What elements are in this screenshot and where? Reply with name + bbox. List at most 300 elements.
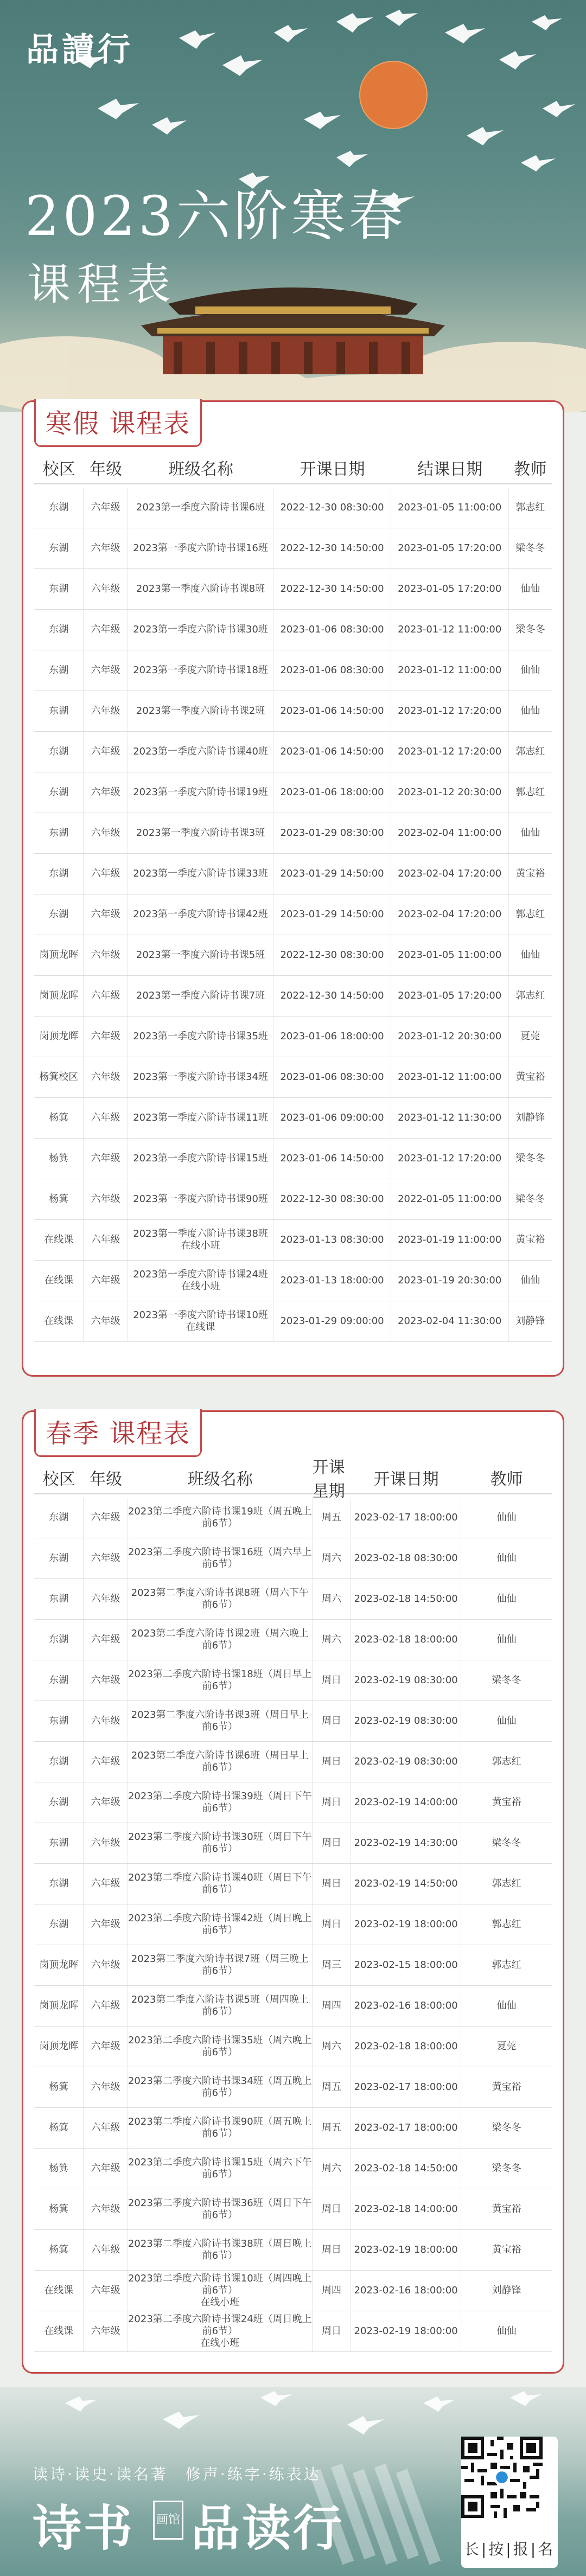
class-name-note: 在线小班 <box>181 1281 220 1292</box>
cell-teacher: 梁冬冬 <box>492 1674 521 1686</box>
cell-start: 2023-02-19 14:00:00 <box>351 1782 461 1823</box>
cell-campus: 东湖 <box>34 1579 84 1619</box>
cell-teacher: 郭志红 <box>515 909 545 920</box>
cell-start: 2023-01-06 08:30:00 <box>273 610 391 650</box>
class-name: 2023第二季度六阶诗书课34班（周五晚上前6节） <box>128 2075 312 2099</box>
cell-campus: 东湖 <box>34 1498 84 1538</box>
cell-campus: 在线课 <box>34 2311 84 2351</box>
cell-grade: 六年级 <box>84 2189 128 2229</box>
cell-name <box>128 650 273 691</box>
cell-grade: 六年级 <box>84 1620 128 1660</box>
cell-name <box>128 732 273 772</box>
cell-teacher: 黄宝裕 <box>515 1234 545 1245</box>
cell-end: 2023-02-04 11:00:00 <box>391 813 509 853</box>
hero-banner <box>0 0 586 412</box>
cell-end: 2023-01-12 11:30:00 <box>391 1098 509 1138</box>
cell-name <box>128 569 273 609</box>
cell-grade: 六年级 <box>84 1098 128 1138</box>
cell-teacher: 梁冬冬 <box>515 542 545 554</box>
cell-name <box>128 935 273 975</box>
class-name: 2023第一季度六阶诗书课15班 <box>133 1153 268 1164</box>
table-row <box>34 732 552 772</box>
footer-logo-text: 诗书 <box>33 2500 135 2557</box>
cell-campus: 杨箕 <box>34 2230 84 2270</box>
qr-label: 长|按|报|名 <box>463 2540 556 2558</box>
cell-teacher: 黄宝裕 <box>492 1797 521 1808</box>
table-row <box>34 1701 552 1742</box>
cell-teacher: 仙仙 <box>520 705 540 717</box>
cell-start: 2023-01-06 08:30:00 <box>273 650 391 691</box>
cell-day: 周四 <box>313 1986 352 2026</box>
cell-end: 2023-01-05 17:20:00 <box>391 976 509 1016</box>
cell-name <box>128 1301 273 1341</box>
cell-teacher: 梁冬冬 <box>492 1837 521 1849</box>
cell-start: 2023-02-19 08:30:00 <box>351 1660 461 1701</box>
table-row <box>34 772 552 813</box>
table-row <box>34 1823 552 1864</box>
cell-grade: 六年级 <box>84 1660 128 1701</box>
cell-end: 2023-02-04 17:20:00 <box>391 894 509 935</box>
cell-campus: 东湖 <box>34 1904 84 1945</box>
winter-header <box>34 402 202 444</box>
cell-grade: 六年级 <box>84 1904 128 1945</box>
class-name: 2023第一季度六阶诗书课11班 <box>133 1112 268 1123</box>
cell-end: 2023-01-12 17:20:00 <box>391 732 509 772</box>
cell-name <box>128 610 273 650</box>
cell-campus: 杨箕 <box>34 1139 84 1179</box>
cell-campus: 东湖 <box>34 1701 84 1741</box>
cell-grade: 六年级 <box>84 1742 128 1782</box>
cell-grade: 六年级 <box>84 1986 128 2026</box>
cell-start: 2023-02-18 08:30:00 <box>351 1538 461 1578</box>
cell-name <box>128 2230 313 2270</box>
table-row <box>34 1986 552 2027</box>
cell-teacher: 黄宝裕 <box>492 2244 521 2255</box>
cell-teacher: 梁冬冬 <box>515 1193 545 1205</box>
cell-grade: 六年级 <box>84 854 128 894</box>
cell-grade: 六年级 <box>84 1017 128 1057</box>
cell-name <box>128 2189 313 2229</box>
cell-end: 2023-01-12 11:00:00 <box>391 610 509 650</box>
cell-start: 2023-02-19 14:50:00 <box>351 1864 461 1904</box>
column-teacher: 教师 <box>514 460 547 479</box>
qr-code-icon[interactable] <box>461 2437 543 2518</box>
cell-campus: 在线课 <box>34 1261 84 1301</box>
class-name: 2023第二季度六阶诗书课15班（周六下午前6节） <box>128 2157 312 2180</box>
cell-teacher: 梁冬冬 <box>492 2163 521 2174</box>
cell-campus: 岗顶龙晖 <box>34 2027 84 2067</box>
cell-campus: 杨箕 <box>34 1179 84 1219</box>
cell-grade: 六年级 <box>84 1782 128 1823</box>
cell-end: 2023-01-05 11:00:00 <box>391 935 509 975</box>
cell-grade: 六年级 <box>84 1220 128 1260</box>
table-row <box>34 1057 552 1098</box>
cell-campus: 东湖 <box>34 1864 84 1904</box>
cell-end: 2023-01-12 11:00:00 <box>391 1057 509 1097</box>
cell-name <box>128 1017 273 1057</box>
cell-name <box>128 2027 313 2067</box>
cell-end: 2023-01-12 17:20:00 <box>391 691 509 731</box>
class-name-note: 在线课 <box>186 1321 215 1333</box>
cell-start: 2023-02-16 18:00:00 <box>351 1986 461 2026</box>
cell-grade: 六年级 <box>84 691 128 731</box>
cell-grade: 六年级 <box>84 1179 128 1219</box>
cell-start: 2023-01-06 14:50:00 <box>273 1139 391 1179</box>
cell-campus: 东湖 <box>34 610 84 650</box>
cell-end: 2023-01-12 20:30:00 <box>391 772 509 813</box>
cell-campus: 东湖 <box>34 528 84 568</box>
cell-day: 周日 <box>313 1823 352 1863</box>
table-row <box>34 2027 552 2067</box>
cell-teacher: 仙仙 <box>496 1512 517 1523</box>
cell-teacher: 刘静锋 <box>492 2285 521 2296</box>
cell-campus: 东湖 <box>34 1620 84 1660</box>
footer-brand-text: 品读行 <box>191 2500 344 2557</box>
cell-name <box>128 1660 313 1701</box>
cell-teacher: 郭志红 <box>515 746 545 757</box>
cell-start: 2023-02-19 18:00:00 <box>351 2230 461 2270</box>
cell-campus: 岗顶龙晖 <box>34 935 84 975</box>
column-start-date: 开课日期 <box>300 460 365 479</box>
cell-campus: 东湖 <box>34 813 84 853</box>
cell-start: 2023-01-29 09:00:00 <box>273 1301 391 1341</box>
class-name: 2023第一季度六阶诗书课3班 <box>136 827 265 839</box>
cell-grade: 六年级 <box>84 1579 128 1619</box>
cell-campus: 杨箕 <box>34 2067 84 2107</box>
class-name: 2023第二季度六阶诗书课39班（周日下午前6节） <box>128 1791 312 1814</box>
cell-grade: 六年级 <box>84 2271 128 2311</box>
cell-campus: 东湖 <box>34 569 84 609</box>
cell-grade: 六年级 <box>84 528 128 568</box>
cell-day: 周五 <box>313 2108 352 2148</box>
column-weekday: 开课星期 <box>312 1458 345 1501</box>
cell-start: 2023-01-06 08:30:00 <box>273 1057 391 1097</box>
cell-start: 2023-01-29 08:30:00 <box>273 813 391 853</box>
cell-day: 周五 <box>313 1498 352 1538</box>
cell-grade: 六年级 <box>84 1139 128 1179</box>
table-row <box>34 935 552 976</box>
spring-header <box>34 1412 202 1454</box>
table-row <box>34 1904 552 1945</box>
cell-grade: 六年级 <box>84 2149 128 2189</box>
cell-name <box>128 854 273 894</box>
cell-day: 周日 <box>313 2189 352 2229</box>
table-row <box>34 569 552 610</box>
table-row <box>34 1098 552 1139</box>
class-name: 2023第一季度六阶诗书课19班 <box>133 787 268 798</box>
cell-start: 2023-02-19 18:00:00 <box>351 1904 461 1945</box>
table-row <box>34 813 552 854</box>
cell-name <box>128 1823 313 1863</box>
cell-end: 2023-01-12 17:20:00 <box>391 1139 509 1179</box>
footer-logo-seal: 画馆 <box>153 2501 183 2540</box>
cell-teacher: 郭志红 <box>492 1878 521 1889</box>
qr-code-card[interactable] <box>461 2437 558 2568</box>
cell-start: 2023-02-18 14:50:00 <box>351 1579 461 1619</box>
cell-start: 2023-02-16 18:00:00 <box>351 2271 461 2311</box>
cell-end: 2023-01-05 11:00:00 <box>391 488 509 528</box>
table-row <box>34 894 552 935</box>
cell-campus: 东湖 <box>34 650 84 691</box>
cell-name <box>128 1945 313 1985</box>
column-grade: 年级 <box>90 460 123 479</box>
winter-schedule-card <box>22 400 564 1377</box>
table-row <box>34 528 552 569</box>
cell-day: 周六 <box>313 1620 352 1660</box>
cell-name <box>128 1057 273 1097</box>
table-row <box>34 691 552 732</box>
table-row <box>34 2271 552 2311</box>
cell-name <box>128 1782 313 1823</box>
class-name: 2023第二季度六阶诗书课18班（周日早上前6节） <box>128 1669 312 1692</box>
cell-day: 周日 <box>313 1782 352 1823</box>
table-row <box>34 2067 552 2108</box>
table-row <box>34 2108 552 2149</box>
class-name: 2023第二季度六阶诗书课40班（周日下午前6节） <box>128 1872 312 1895</box>
cell-grade: 六年级 <box>84 2067 128 2107</box>
cell-name <box>128 1098 273 1138</box>
cell-campus: 东湖 <box>34 488 84 528</box>
table-row <box>34 1782 552 1823</box>
cell-start: 2023-02-19 08:30:00 <box>351 1742 461 1782</box>
cell-day: 周日 <box>313 1742 352 1782</box>
cell-campus: 东湖 <box>34 691 84 731</box>
cell-day: 周六 <box>313 2027 352 2067</box>
cell-teacher: 仙仙 <box>520 583 540 595</box>
cell-campus: 东湖 <box>34 894 84 935</box>
cell-name <box>128 528 273 568</box>
cell-grade: 六年级 <box>84 1538 128 1578</box>
cell-end: 2023-01-12 11:00:00 <box>391 650 509 691</box>
cell-start: 2023-01-13 08:30:00 <box>273 1220 391 1260</box>
cell-start: 2023-01-29 14:50:00 <box>273 854 391 894</box>
class-name: 2023第一季度六阶诗书课16班 <box>133 542 268 554</box>
cell-teacher: 夏莞 <box>496 2041 517 2052</box>
cell-start: 2022-12-30 08:30:00 <box>273 1179 391 1219</box>
cell-teacher: 仙仙 <box>520 664 540 676</box>
cell-start: 2023-01-06 09:00:00 <box>273 1098 391 1138</box>
cell-teacher: 郭志红 <box>492 1959 521 1971</box>
table-row <box>34 976 552 1017</box>
class-name: 2023第二季度六阶诗书课35班（周六晚上前6节） <box>128 2035 312 2058</box>
table-row <box>34 650 552 691</box>
cell-grade: 六年级 <box>84 732 128 772</box>
cell-day: 周三 <box>313 1945 352 1985</box>
cell-start: 2023-02-18 14:50:00 <box>351 2149 461 2189</box>
cell-campus: 岗顶龙晖 <box>34 976 84 1016</box>
cell-teacher: 仙仙 <box>520 827 540 839</box>
cell-teacher: 梁冬冬 <box>515 624 545 635</box>
cell-end: 2023-01-19 20:30:00 <box>391 1261 509 1301</box>
table-row <box>34 1538 552 1579</box>
cell-name <box>128 2271 313 2311</box>
column-start-date: 开课日期 <box>373 1470 439 1489</box>
cell-campus: 东湖 <box>34 1660 84 1701</box>
cell-grade: 六年级 <box>84 1823 128 1863</box>
class-name: 2023第二季度六阶诗书课90班（周五晚上前6节） <box>128 2116 312 2139</box>
cell-start: 2023-02-18 14:00:00 <box>351 2189 461 2229</box>
column-end-date: 结课日期 <box>417 460 483 479</box>
cell-campus: 东湖 <box>34 1742 84 1782</box>
cell-campus: 东湖 <box>34 1538 84 1578</box>
cell-campus: 岗顶龙晖 <box>34 1945 84 1985</box>
cell-start: 2022-12-30 14:50:00 <box>273 528 391 568</box>
cell-end: 2023-01-19 11:00:00 <box>391 1220 509 1260</box>
cell-start: 2023-02-19 18:00:00 <box>351 2311 461 2351</box>
class-name: 2023第二季度六阶诗书课36班（周日下午前6节） <box>128 2197 312 2221</box>
class-name: 2023第一季度六阶诗书课5班 <box>136 949 265 961</box>
cell-name <box>128 691 273 731</box>
table-row <box>34 1660 552 1701</box>
cell-start: 2022-12-30 08:30:00 <box>273 935 391 975</box>
cell-grade: 六年级 <box>84 2230 128 2270</box>
cell-teacher: 梁冬冬 <box>515 1153 545 1164</box>
column-class-name: 班级名称 <box>187 1470 253 1489</box>
cell-end: 2023-02-04 11:30:00 <box>391 1301 509 1341</box>
class-name: 2023第一季度六阶诗书课8班 <box>136 583 265 595</box>
table-row <box>34 854 552 894</box>
cell-name <box>128 1498 313 1538</box>
winter-table-body <box>34 488 552 1342</box>
class-name-note: 在线小班 <box>200 2337 240 2349</box>
cell-teacher: 仙仙 <box>496 2325 517 2337</box>
cell-start: 2022-12-30 08:30:00 <box>273 488 391 528</box>
cell-teacher: 刘静锋 <box>515 1112 545 1123</box>
class-name: 2023第一季度六阶诗书课30班 <box>133 624 268 635</box>
table-row <box>34 1179 552 1220</box>
cell-name <box>128 1220 273 1260</box>
cell-name <box>128 2311 313 2351</box>
cell-grade: 六年级 <box>84 2108 128 2148</box>
cell-campus: 在线课 <box>34 1220 84 1260</box>
cell-grade: 六年级 <box>84 1498 128 1538</box>
class-name: 2023第一季度六阶诗书课90班 <box>133 1193 268 1205</box>
class-name: 2023第一季度六阶诗书课34班 <box>133 1071 268 1083</box>
cell-teacher: 郭志红 <box>492 1919 521 1930</box>
class-name: 2023第一季度六阶诗书课40班 <box>133 746 268 757</box>
cell-campus: 东湖 <box>34 772 84 813</box>
cell-name <box>128 2067 313 2107</box>
class-name: 2023第二季度六阶诗书课2班（周六晚上前6节） <box>131 1628 309 1651</box>
class-name: 2023第一季度六阶诗书课18班 <box>133 664 268 676</box>
cell-start: 2023-01-13 18:00:00 <box>273 1261 391 1301</box>
table-row <box>34 1261 552 1301</box>
class-name: 2023第一季度六阶诗书课38班 <box>133 1228 268 1239</box>
cell-campus: 岗顶龙晖 <box>34 1986 84 2026</box>
cell-teacher: 黄宝裕 <box>492 2203 521 2215</box>
cell-campus: 在线课 <box>34 2271 84 2311</box>
cell-grade: 六年级 <box>84 935 128 975</box>
table-row <box>34 1498 552 1538</box>
cell-teacher: 梁冬冬 <box>492 2122 521 2133</box>
cell-start: 2023-02-15 18:00:00 <box>351 1945 461 1985</box>
class-name: 2023第二季度六阶诗书课16班（周六早上前6节） <box>128 1546 312 1570</box>
cell-end: 2023-01-05 17:20:00 <box>391 528 509 568</box>
cell-start: 2022-12-30 14:50:00 <box>273 569 391 609</box>
spring-column-header <box>34 1458 552 1501</box>
cell-campus: 东湖 <box>34 732 84 772</box>
cell-end: 2023-01-05 17:20:00 <box>391 569 509 609</box>
palace-roof-icon <box>141 287 445 374</box>
cell-name <box>128 1179 273 1219</box>
cell-name <box>128 1986 313 2026</box>
class-name: 2023第一季度六阶诗书课7班 <box>136 990 265 1001</box>
cell-name <box>128 813 273 853</box>
cell-teacher: 仙仙 <box>520 949 540 961</box>
cell-name <box>128 1139 273 1179</box>
cell-teacher: 郭志红 <box>492 1756 521 1767</box>
class-name: 2023第二季度六阶诗书课42班（周日晚上前6节） <box>128 1913 312 1936</box>
cell-end: 2022-01-05 11:00:00 <box>391 1179 509 1219</box>
cell-teacher: 仙仙 <box>496 1715 517 1727</box>
table-row <box>34 1864 552 1904</box>
cell-campus: 杨箕 <box>34 2108 84 2148</box>
cell-grade: 六年级 <box>84 772 128 813</box>
cell-teacher: 仙仙 <box>496 1634 517 1645</box>
cell-teacher: 黄宝裕 <box>515 868 545 879</box>
class-name: 2023第一季度六阶诗书课33班 <box>133 868 268 879</box>
cell-name <box>128 1864 313 1904</box>
cell-day: 周五 <box>313 2067 352 2107</box>
cell-name <box>128 1701 313 1741</box>
cell-name <box>128 894 273 935</box>
cell-grade: 六年级 <box>84 488 128 528</box>
cell-start: 2023-01-06 14:50:00 <box>273 732 391 772</box>
cell-start: 2023-01-06 18:00:00 <box>273 1017 391 1057</box>
cell-grade: 六年级 <box>84 1261 128 1301</box>
cell-start: 2023-02-17 18:00:00 <box>351 2108 461 2148</box>
class-name: 2023第一季度六阶诗书课24班 <box>133 1269 268 1280</box>
cell-campus: 东湖 <box>34 1823 84 1863</box>
cell-name <box>128 1538 313 1578</box>
cell-name <box>128 1579 313 1619</box>
table-row <box>34 2149 552 2189</box>
table-row <box>34 2311 552 2352</box>
cell-start: 2022-12-30 14:50:00 <box>273 976 391 1016</box>
class-name: 2023第二季度六阶诗书课19班（周五晚上前6节） <box>128 1506 312 1529</box>
column-teacher: 教师 <box>490 1470 523 1489</box>
cell-day: 周六 <box>313 1538 352 1578</box>
cell-campus: 岗顶龙晖 <box>34 1017 84 1057</box>
cell-campus: 杨箕 <box>34 2149 84 2189</box>
cell-teacher: 仙仙 <box>520 1275 540 1286</box>
class-name: 2023第二季度六阶诗书课7班（周三晚上前6节） <box>131 1953 309 1977</box>
crane-flock-icon <box>65 2391 542 2434</box>
cell-teacher: 夏莞 <box>520 1031 540 1042</box>
cell-teacher: 郭志红 <box>515 990 545 1001</box>
cell-grade: 六年级 <box>84 976 128 1016</box>
cell-day: 周六 <box>313 1579 352 1619</box>
cell-campus: 杨箕 <box>34 2189 84 2229</box>
cell-start: 2023-02-17 18:00:00 <box>351 1498 461 1538</box>
cell-grade: 六年级 <box>84 1945 128 1985</box>
column-grade: 年级 <box>90 1470 123 1489</box>
cell-end: 2023-02-04 17:20:00 <box>391 854 509 894</box>
winter-column-header <box>34 452 552 484</box>
spring-schedule-card <box>22 1410 564 2374</box>
cell-grade: 六年级 <box>84 1057 128 1097</box>
cell-grade: 六年级 <box>84 2311 128 2351</box>
column-campus: 校区 <box>42 460 75 479</box>
class-name: 2023第一季度六阶诗书课2班 <box>136 705 265 717</box>
cell-teacher: 仙仙 <box>496 2000 517 2011</box>
cell-name <box>128 1261 273 1301</box>
cell-teacher: 郭志红 <box>515 502 545 513</box>
class-name: 2023第二季度六阶诗书课6班（周日早上前6节） <box>131 1750 309 1773</box>
cell-grade: 六年级 <box>84 813 128 853</box>
cell-start: 2023-02-19 14:30:00 <box>351 1823 461 1863</box>
cell-day: 周日 <box>313 2230 352 2270</box>
